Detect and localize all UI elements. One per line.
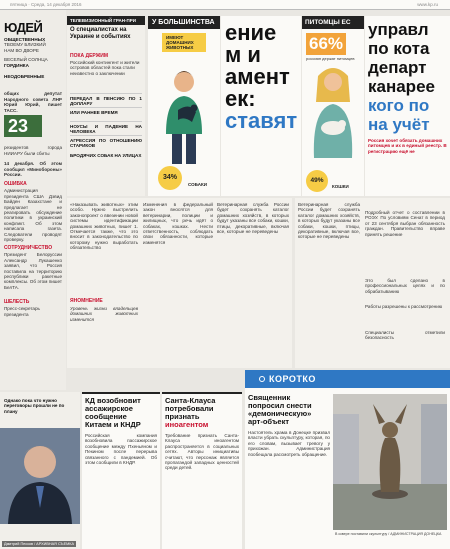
middle-quote-text: Уровень жизни владельцев домашних животных изменится (70, 306, 138, 322)
left-ad-head: О специалистах на Украине и событиях (70, 27, 131, 40)
article-head-line: Священник (248, 393, 291, 402)
right-head-line: канарее (368, 77, 435, 96)
right-col-filler: Ветеринарная служба России будет сохранять каталог домашних хозяйств, в которых будут указаны все собаки, кошки, птицы, декоративные, включая все, которые не переведены (298, 202, 360, 240)
dog-caption: БРОДЯЧИХ СОБАК НА УЛИЦАХ (70, 153, 142, 158)
infographic-right-banner: ПИТОМЦЫ ЕС (302, 16, 364, 29)
right-head-line: на учёт (368, 115, 430, 134)
rubric-2-label: СОТРУДНИЧЕСТВО (4, 245, 53, 252)
left-subdate: 14 декабря. Об этом сообщил «Минобороны» России. (4, 161, 62, 178)
korotko-mini-item: Это был сделано в профессиональных целях и по обрабатыванию (365, 278, 445, 294)
left-ad-item: ПЕРЕДАЛ В ПЕНСИЮ ПО 1 ДОЛЛАРУ (70, 93, 142, 107)
percent-big: 66% (306, 33, 346, 55)
left-top-heading: ЮДЕЙ (4, 20, 43, 35)
left-quote: общих депутат Народного совета ЛНР Юрий Юрий, пишет ТАСС. (4, 91, 62, 113)
article-head-line: КД возобновит (85, 396, 141, 405)
cats-label: КОШКИ (332, 184, 349, 189)
article-1-head (82, 394, 160, 429)
right-lead: Россия хочет обязать домашних питомцев и их в единый реестр. В регистрацию ещё не (368, 138, 447, 154)
left-date: резидентов города НИИАРУ были сбиты (4, 145, 62, 156)
percent-big-sub: россиян держат питомцев (306, 56, 355, 61)
title-line: м и (225, 42, 261, 67)
article-head-line: сообщение (85, 412, 127, 421)
rubric-2-text: Президент Белоруссии Александр Лукашенко заявил, что Россия поставила на территорию республики ракетные комплексы. Об этом пишет БелТА. (4, 252, 62, 290)
big-number: 23 (4, 115, 42, 137)
article-head-line: признать (165, 412, 200, 421)
infographic-sub-banner: ИМЕЮТ ДОМАШНИХ ЖИВОТНЫХ (162, 33, 206, 52)
right-side-block: Подробный отчет о составлении в РОЭУ. По условиям Сенат в период от 23 сентября выбран обязанность граждан. Правительство вправе принять решение (365, 210, 445, 237)
bottom-left-caption-top: Однако пока что нужно переговоры прошли не по плану (4, 398, 65, 414)
middle-block-3: Ветеринарная служба России будет сохранять каталог домашних хозяйств, в которых будут указаны все собаки, кошки, птицы, декоративные, включая все, которые не переведены (217, 202, 289, 235)
title-line: ставят (225, 108, 298, 133)
sculpture-photo (333, 394, 447, 530)
left-line: НАМ ВО ДВОРЕ (4, 47, 39, 53)
header-meta-left: пятница · Среда, 14 декабря 2016 (10, 2, 82, 7)
article-head-line: попросил снести (248, 401, 312, 410)
article-3-text: Настоятель храма в Донецке призвал власти убрать скульптуру, которая, по его словам, вызывает тревогу у прихожан. Администрация пообещала рассмотреть обращение. (248, 430, 330, 457)
title-line: ение (225, 20, 277, 45)
article-head-line: иноагентом (165, 420, 209, 429)
middle-block-1: «Наказывать животных» этим особо. Нужно выстрелить законопроект о ввезении новой системы идентификации домашних животных, пишет 1. Отмечается также, что это вносит в законодательство по которому нужно выработать обязательство (70, 202, 138, 251)
infographic-banner: У БОЛЬШИНСТВА (148, 16, 220, 29)
middle-block-2: Изменения в федеральный закон вносятся для ветеринарии, полиции и жилищных, что речь идёт о собаках, кошках. Нести ответственность, соблюдать свои обязанности, которые изменятся (143, 202, 213, 245)
rubric-3-text: Пресс-секретарь президента (4, 306, 40, 317)
right-head-line: департ (368, 58, 427, 77)
middle-quote-label: ЯНОМНЕНИЕ (70, 298, 103, 304)
right-headline (365, 16, 450, 196)
left-line: ВЕСЕЛЫЙ СОЛНЦА (4, 57, 48, 63)
title-line: амент (225, 64, 290, 89)
man-with-dog-illustration (148, 54, 220, 164)
article-head-line: ассажирское (85, 404, 133, 413)
article-head-line: арт-объект (248, 417, 290, 426)
article-1-text: Российская компания возобновила пассажирское сообщение между Пхеньяном и Пекином после перерыва связанного с пандемией. Об этом сообщили в КНДР. (85, 433, 157, 466)
korotko-title: КОРОТКО (269, 374, 316, 384)
left-ad-item: НОУСЫ И ПАДЕНИЕ НА ЧЕЛОВЕКА (70, 121, 142, 135)
person-photo (0, 428, 80, 524)
person-caption: Дмитрий Песков / АРХИВНАЯ СЪЕМКА (4, 542, 75, 546)
korotko-bullet-icon (259, 376, 265, 382)
korotko-header (245, 370, 450, 388)
rubric-3-label: ШЕЛЕСТЬ (4, 299, 30, 306)
korotko-mini-list (365, 278, 445, 356)
bottom-article-2 (162, 392, 242, 549)
title-line: ек: (225, 86, 256, 111)
article-2-head (162, 394, 242, 429)
infographic-title (221, 16, 301, 196)
left-top-lines (0, 37, 66, 79)
left-line: ГОРДИНКА (4, 62, 29, 68)
article-3 (248, 394, 330, 544)
right-head-line: управл (368, 20, 429, 39)
left-line: ТВОЕМУ БЛИЗКИЙ (4, 42, 46, 48)
left-ad-item: АГРЕССИЯ ПО ОТНОШЕНИЮ СТАРИКОВ (70, 135, 142, 149)
bottom-article-1 (82, 392, 160, 549)
left-line: ОБЩЕСТВЕННЫХ (4, 37, 46, 42)
left-column (0, 10, 66, 390)
percent-cats-badge: 49% (306, 170, 328, 192)
left-ad-item: ИЛИ РАННЕЕ ВРЕМЯ (70, 107, 142, 121)
infographic-left (148, 16, 220, 196)
korotko-mini-item: Специалисты отметили безопасность (365, 330, 445, 341)
article-head-line: потребовали (165, 404, 214, 413)
article-head-line: Санта-Клауса (165, 396, 216, 405)
rubric-1-label: ОШИБКА (4, 181, 27, 188)
header-meta-right: www.kp.ru (417, 2, 438, 7)
infographic-right (302, 16, 364, 196)
header-strip (0, 0, 450, 10)
left-ad-title: ТЕЛЕВИЗИОННЫЙ ГРАН-ПРИ (67, 16, 145, 25)
middle-text-area (67, 198, 292, 368)
left-ad-items (67, 89, 145, 149)
rubric-1-text: Администрация президента США Дэвид Байден Казахстане и предлагает не реагировать обсуждение политики в украинский конфликт. Об этом написала газета. Следователи проводят проверку. (4, 188, 62, 243)
right-head-line: кого по (368, 96, 430, 115)
article-2-text: Требование признать Санта-Клауса иноагентом распространяется в социальных сетях. Авторы инициативы считают, что персонаж является пропагандой западных ценностей среди детей. (165, 433, 239, 471)
korotko-section (245, 370, 450, 549)
article-head-line: Китаем и КНДР (85, 420, 141, 429)
left-ad-headline-2: ПОКА ДЕРЖИМ (70, 53, 108, 59)
woman-with-cat-illustration (302, 62, 364, 158)
photo-caption: В сквере поставили скульптуру / АДМИНИСТРАЦИЯ ДОНЕЦКА (335, 532, 442, 536)
dogs-label: СОБАКИ (188, 182, 207, 187)
left-line: НЕОДОБРЕННЫЕ (4, 74, 45, 80)
bottom-left-block (0, 392, 80, 549)
left-ad-column (67, 16, 145, 196)
korotko-mini-item: Работы разрешены к рассмотрению (365, 304, 443, 309)
percent-dogs-badge: 34% (158, 166, 182, 190)
right-head-line: по кота (368, 39, 430, 58)
right-text-area (295, 198, 450, 368)
left-ad-text-2: Российский контингент и жители островов областей пока стали неизвестно о заключении (70, 60, 140, 76)
article-head-line: «демоническую» (248, 409, 312, 418)
